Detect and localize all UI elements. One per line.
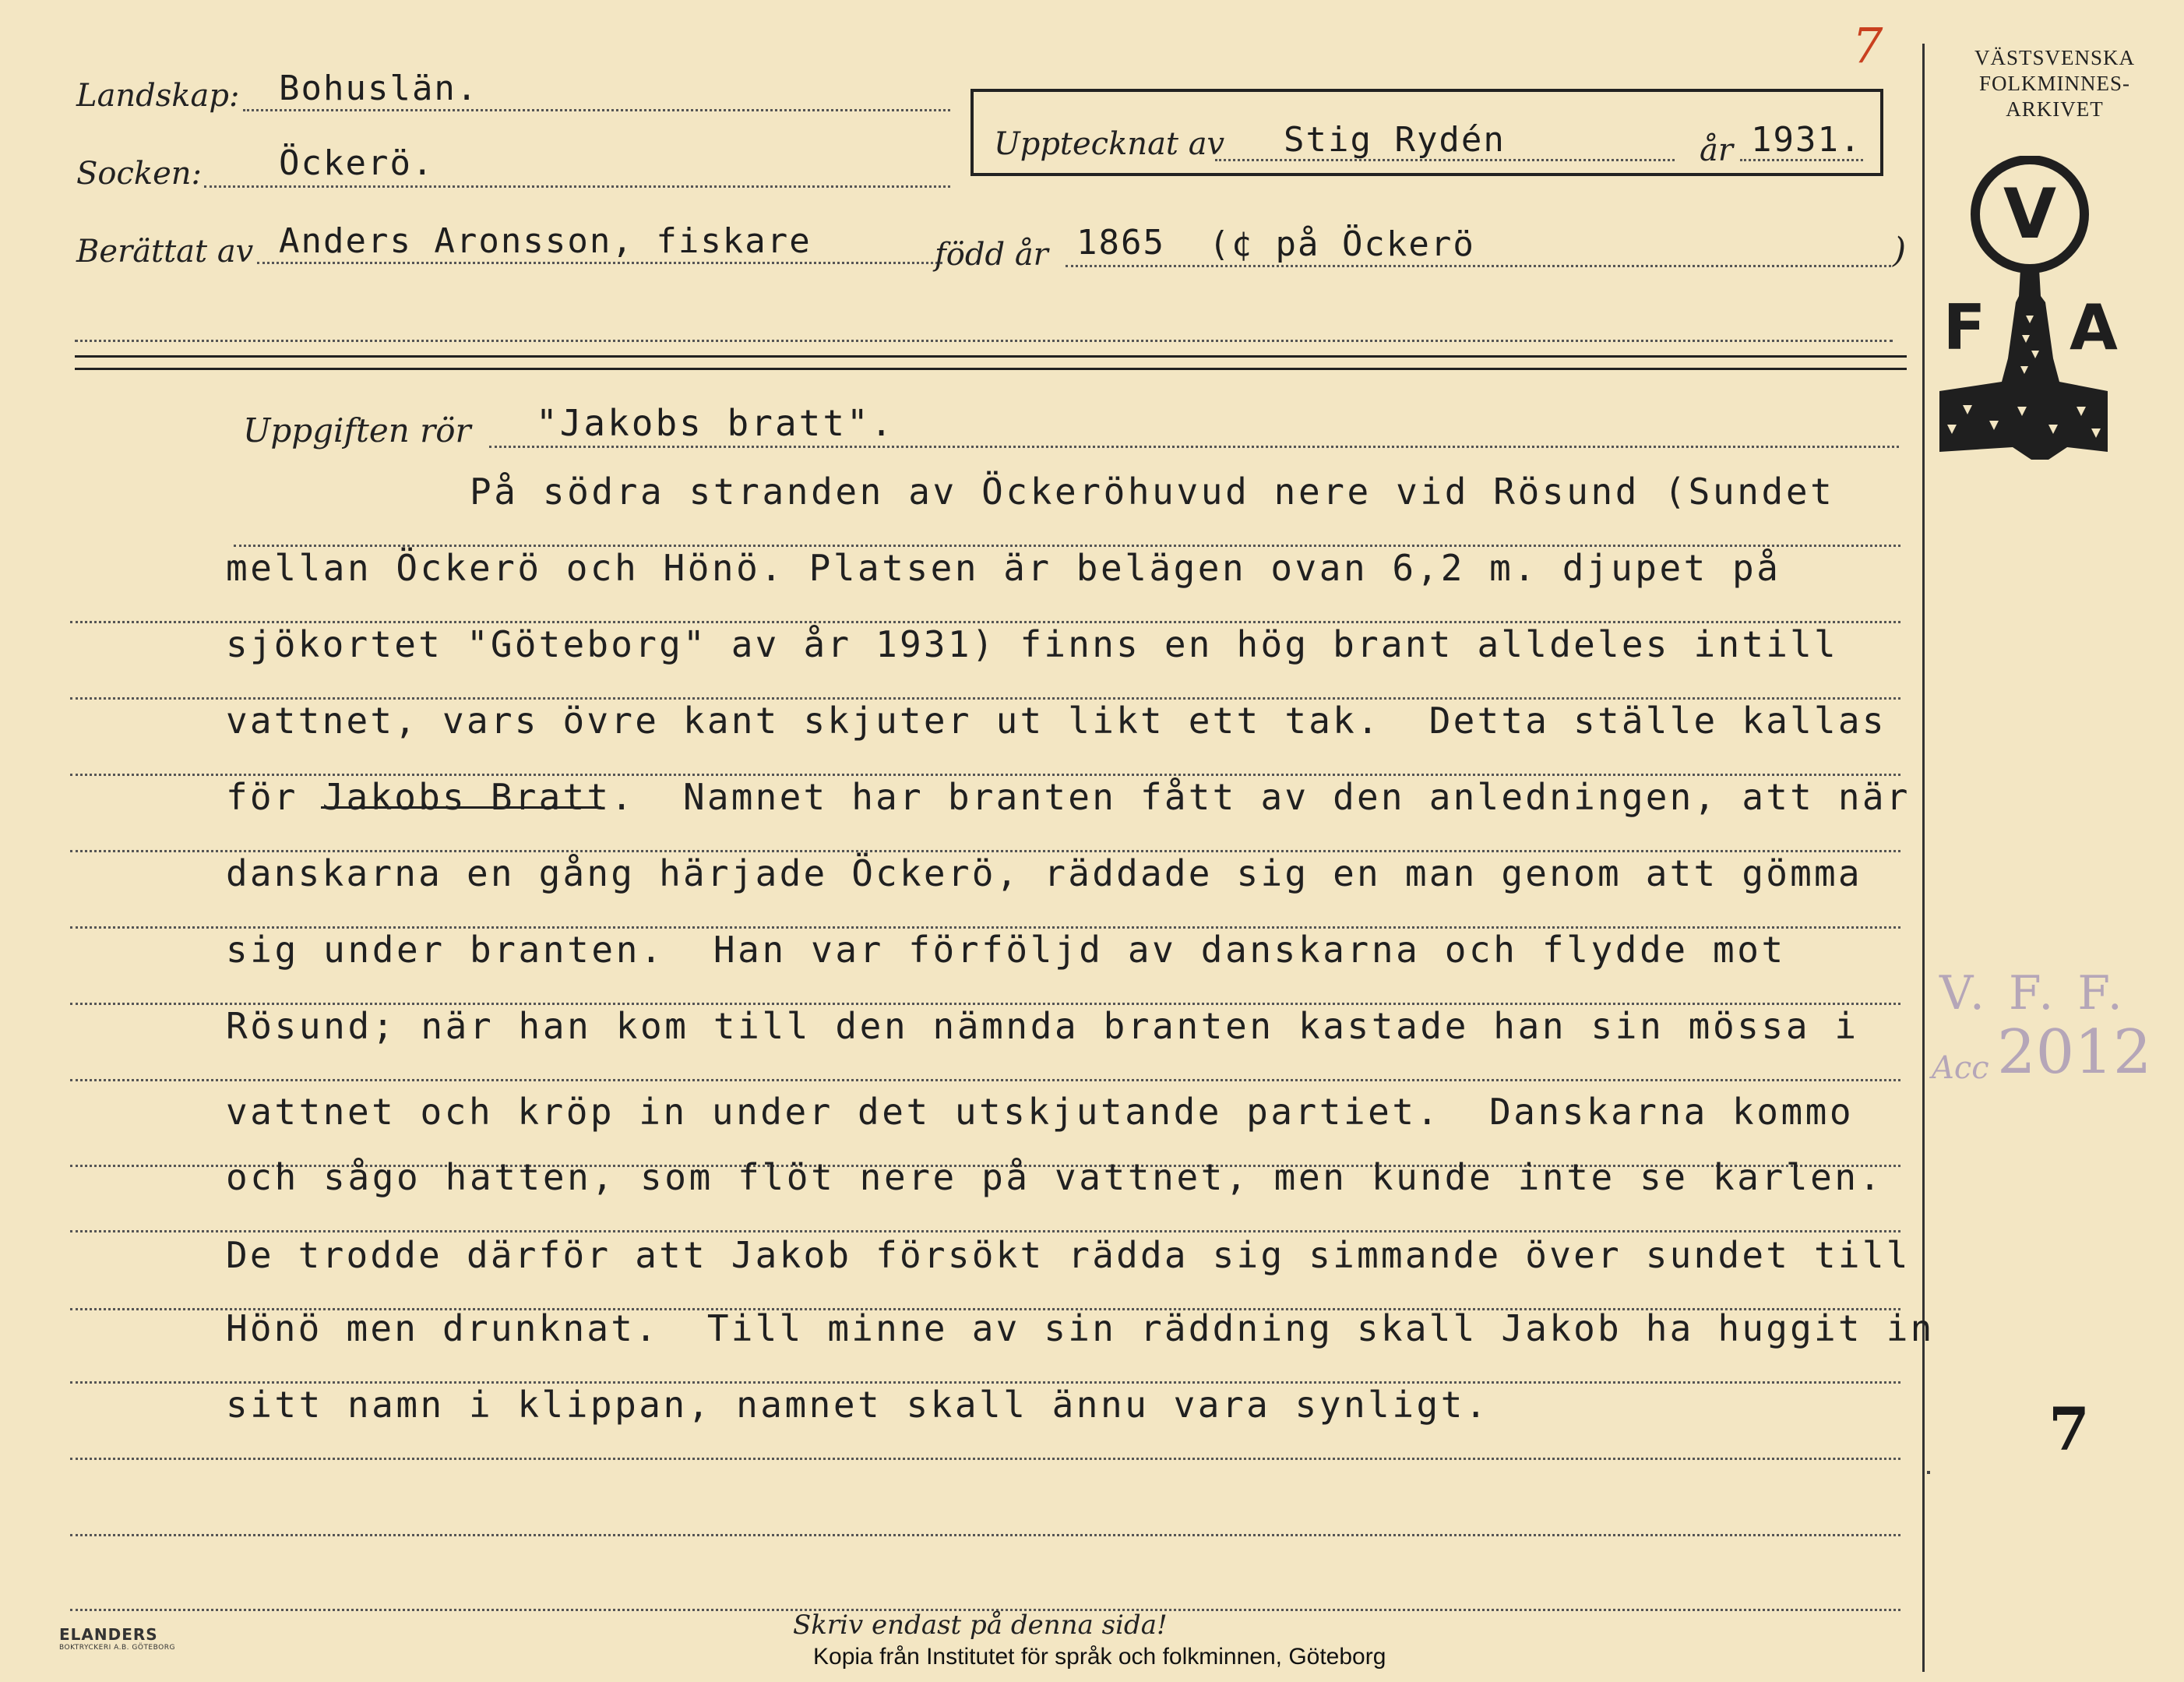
uppteck-label: Upptecknat av xyxy=(994,126,1225,162)
stamp-acc-number: 2012 xyxy=(1997,1017,2152,1088)
logo-letter-f: F xyxy=(1943,291,1986,364)
socken-label: Socken: xyxy=(76,156,203,192)
handwritten-page-number: 7 xyxy=(1852,17,1883,74)
uppteck-rule xyxy=(1215,159,1675,161)
archive-name-line2: FOLKMINNES- xyxy=(1978,72,2130,95)
accession-stamp xyxy=(1932,966,2181,1122)
printer-sub: BOKTRYCKERI A.B. GÖTEBORG xyxy=(59,1644,175,1652)
landskap-rule xyxy=(243,109,950,111)
body-line: vattnet och kröp in under det utskjutande partiet. Danskarna kommo xyxy=(226,1091,1855,1133)
berattat-rule xyxy=(257,262,942,264)
socken-rule xyxy=(204,185,950,188)
fodd-value: 1865 xyxy=(1076,223,1165,263)
jakobs-bratt-underline xyxy=(321,806,601,809)
close-paren: ) xyxy=(1893,231,1907,270)
body-line: och sågo hatten, som flöt nere på vattnet, men kunde inte se karlen. xyxy=(226,1156,1884,1198)
stamp-vff: V. F. F. xyxy=(1939,966,2127,1021)
archive-logo xyxy=(1932,156,2181,467)
logo-letter-v: V xyxy=(2003,174,2057,254)
body-line: Hönö men drunknat. Till minne av sin räddning skall Jakob ha huggit in xyxy=(226,1307,1935,1349)
archive-name xyxy=(1929,45,2181,122)
body-line: sjökortet "Göteborg" av år 1931) finns en hög brant alldeles intill xyxy=(226,623,1838,665)
socken-value: Öckerö. xyxy=(279,143,435,183)
fodd-rule xyxy=(1066,265,1891,267)
separator-bottom xyxy=(75,368,1907,370)
body-line: vattnet, vars övre kant skjuter ut likt ett tak. Detta ställe kallas xyxy=(226,700,1886,742)
body-line: danskarna en gång härjade Öckerö, räddade sig en man genom att gömma xyxy=(226,852,1862,894)
body-text xyxy=(0,471,1935,1577)
footer-instruction: Skriv endast på denna sida! xyxy=(793,1610,1168,1641)
margin-line xyxy=(1922,44,1925,1672)
body-line: På södra stranden av Öckeröhuvud nere vid Rösund (Sundet xyxy=(226,471,1835,513)
side-page-number: 7 xyxy=(2048,1395,2090,1464)
body-line: mellan Öckerö och Hönö. Platsen är belägen ovan 6,2 m. djupet på xyxy=(226,547,1781,589)
berattat-label: Berättat av xyxy=(76,234,254,270)
uppteck-value: Stig Rydén xyxy=(1284,120,1506,160)
body-line: för Jakobs Bratt. Namnet har branten fått av den anledningen, att när xyxy=(226,776,1911,818)
landskap-value: Bohuslän. xyxy=(279,69,479,108)
printer-name: ELANDERS xyxy=(59,1625,158,1644)
body-line: sig under branten. Han var förföljd av danskarna och flydde mot xyxy=(226,929,1786,971)
berattat-value: Anders Aronsson, fiskare xyxy=(279,221,812,261)
birthplace-value: (¢ på Öckerö xyxy=(1209,224,1475,264)
topic-rule xyxy=(489,446,1899,448)
printer-mark xyxy=(59,1625,175,1652)
fodd-label: född år xyxy=(935,237,1048,273)
copy-note: Kopia från Institutet för språk och folkminnen, Göteborg xyxy=(813,1644,1386,1670)
body-line: De trodde därför att Jakob försökt rädda sig simmande över sundet till xyxy=(226,1234,1911,1276)
archive-name-line1: VÄSTSVENSKA xyxy=(1974,46,2136,69)
archive-name-line3: ARKIVET xyxy=(2006,97,2104,121)
landskap-label: Landskap: xyxy=(76,78,240,114)
blank-rule-1 xyxy=(75,340,1893,342)
ar-label: år xyxy=(1700,132,1733,168)
logo-letter-a: A xyxy=(2070,291,2118,364)
stamp-acc-prefix: Acc xyxy=(1932,1050,1989,1086)
topic-value: "Jakobs bratt". xyxy=(536,402,895,444)
ar-rule xyxy=(1740,159,1863,161)
side-dots xyxy=(1927,1471,1930,1474)
topic-label: Uppgiften rör xyxy=(243,411,471,450)
separator-top xyxy=(75,355,1907,358)
body-line: sitt namn i klippan, namnet skall ännu vara synligt. xyxy=(226,1384,1490,1426)
body-line: Rösund; när han kom till den nämnda branten kastade han sin mössa i xyxy=(226,1005,1859,1047)
ar-value: 1931. xyxy=(1751,120,1862,160)
